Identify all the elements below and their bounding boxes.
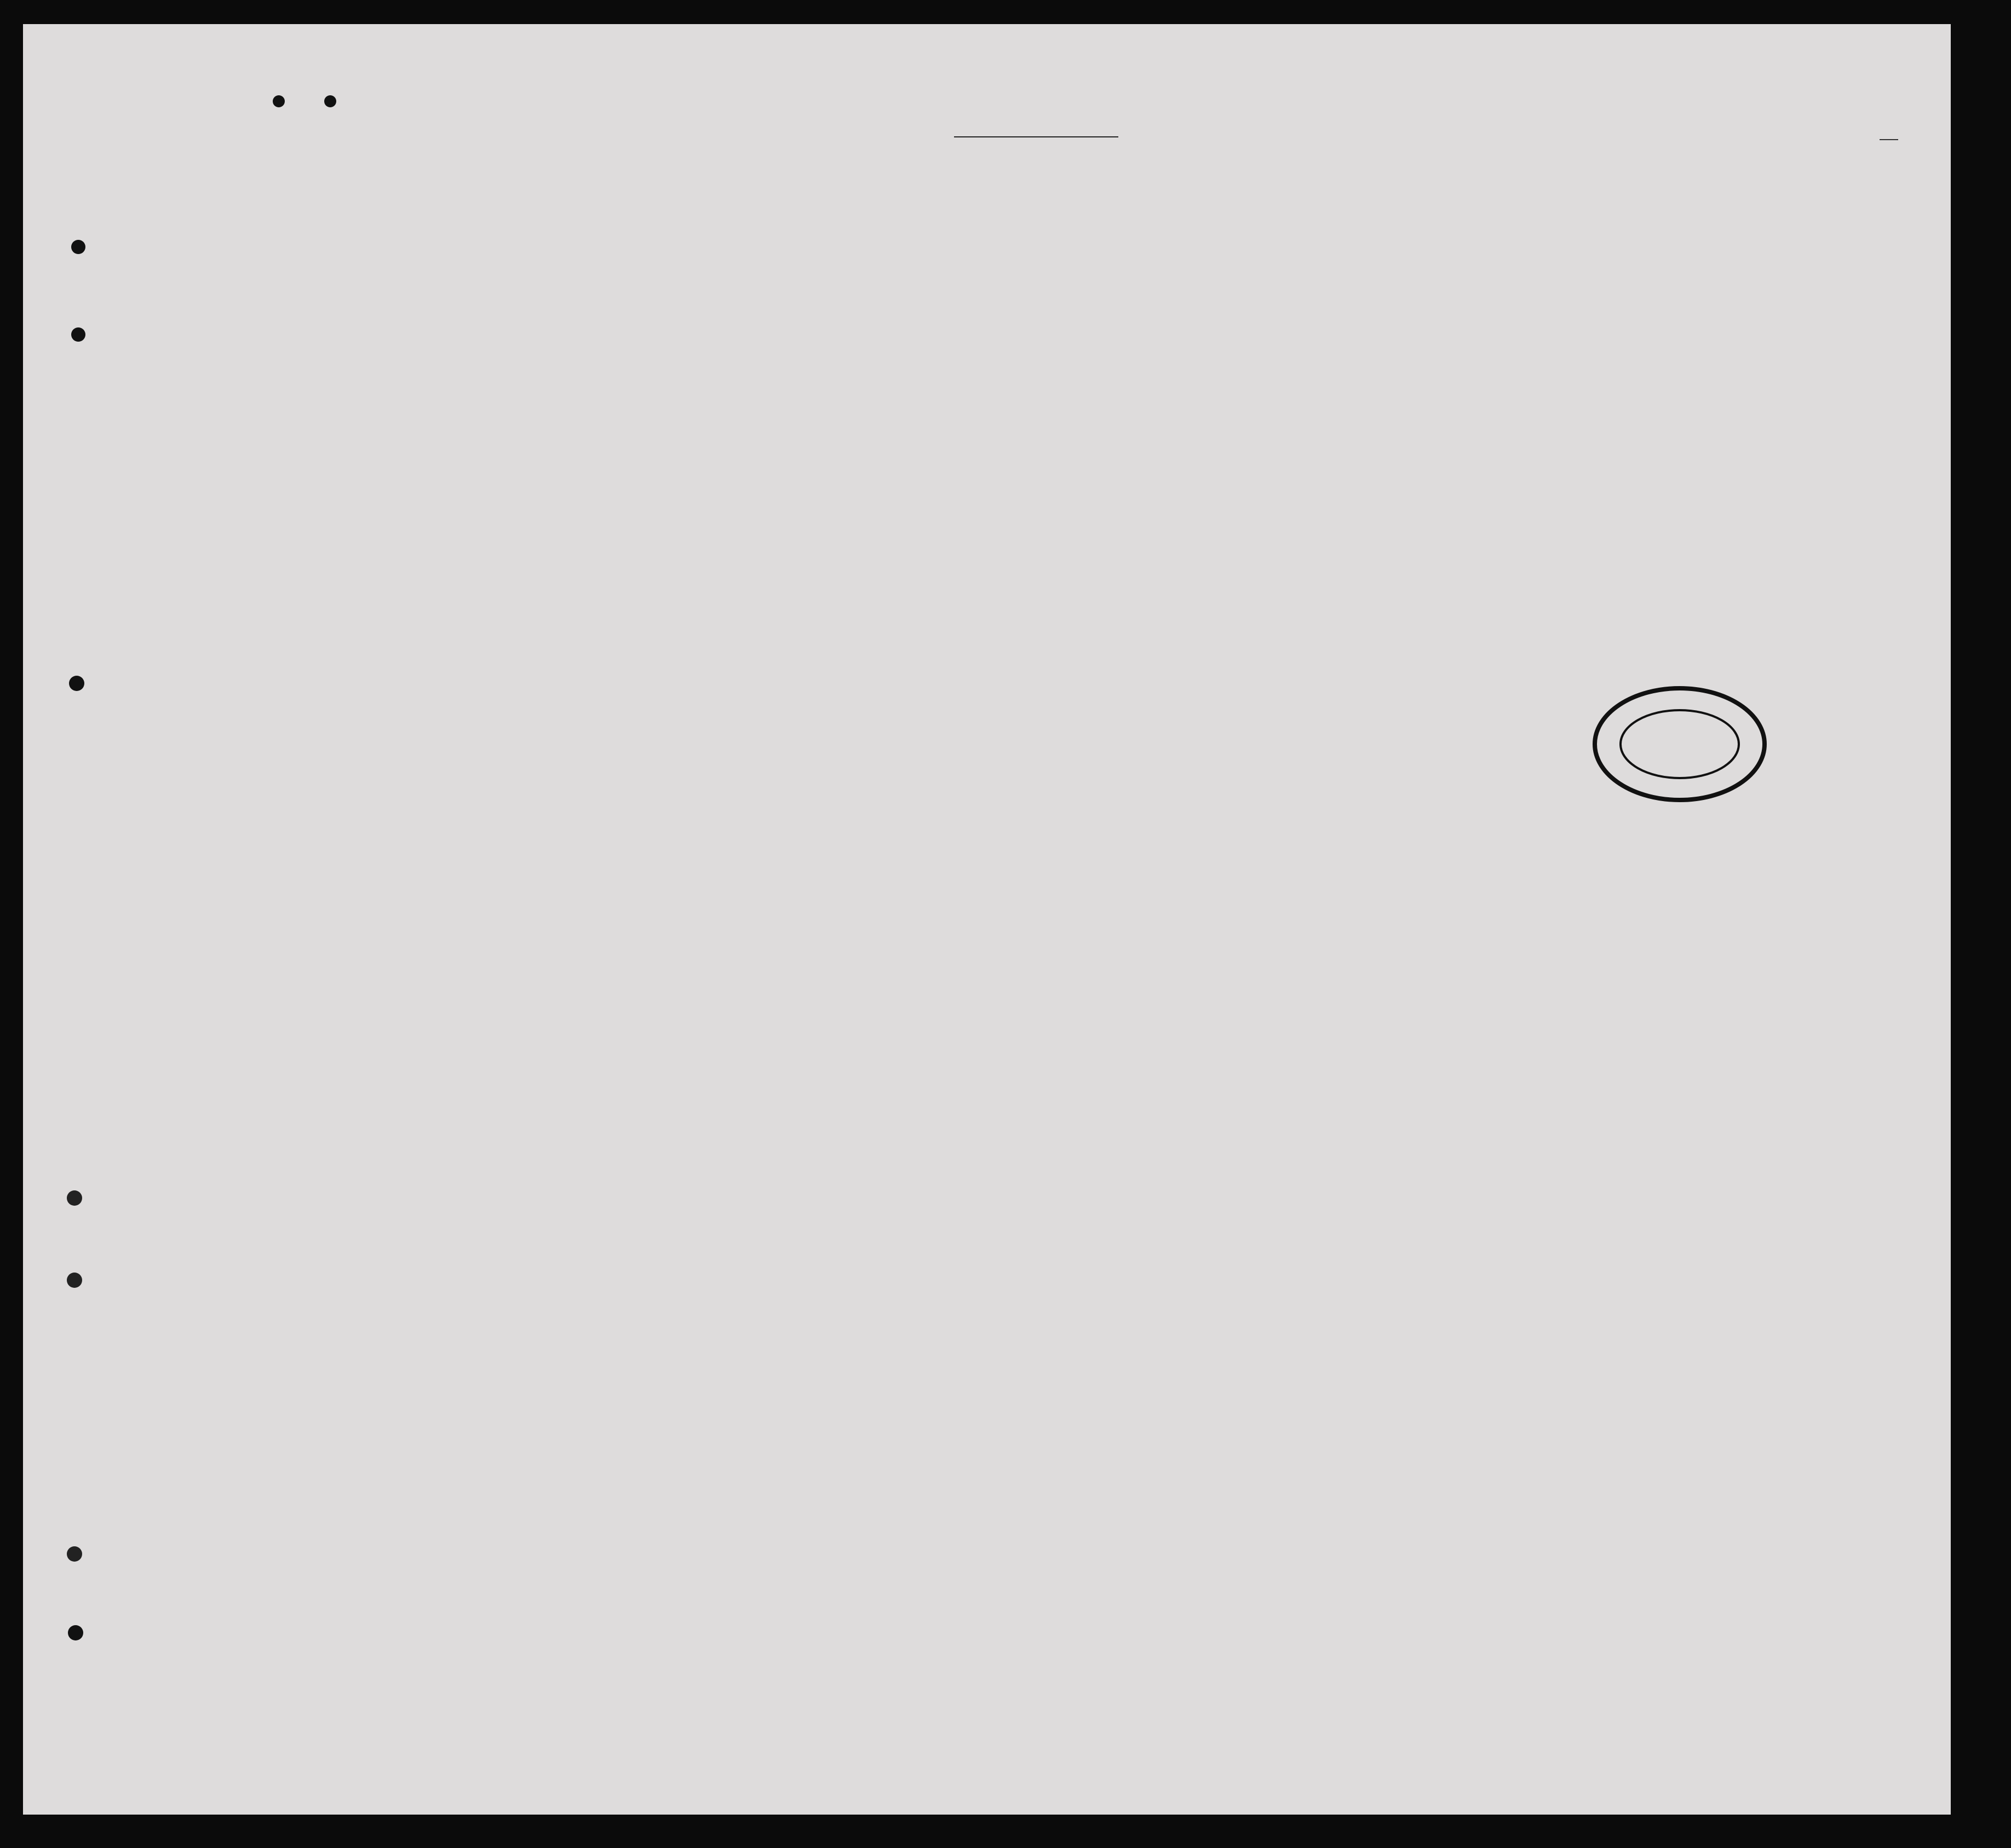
punch-hole <box>68 1625 83 1640</box>
manifest-sheet <box>23 24 1951 1815</box>
punch-hole <box>69 676 84 691</box>
office-stamp <box>1589 681 1770 807</box>
punch-hole <box>67 1190 82 1206</box>
punch-hole <box>67 1273 82 1288</box>
table-grid <box>23 24 1951 1815</box>
punch-hole <box>71 240 85 254</box>
punch-hole <box>273 95 285 107</box>
punch-hole <box>67 1546 82 1562</box>
punch-hole <box>324 95 336 107</box>
sheet-underline <box>1880 139 1898 140</box>
title-rule <box>954 136 1118 137</box>
punch-hole <box>71 327 85 342</box>
